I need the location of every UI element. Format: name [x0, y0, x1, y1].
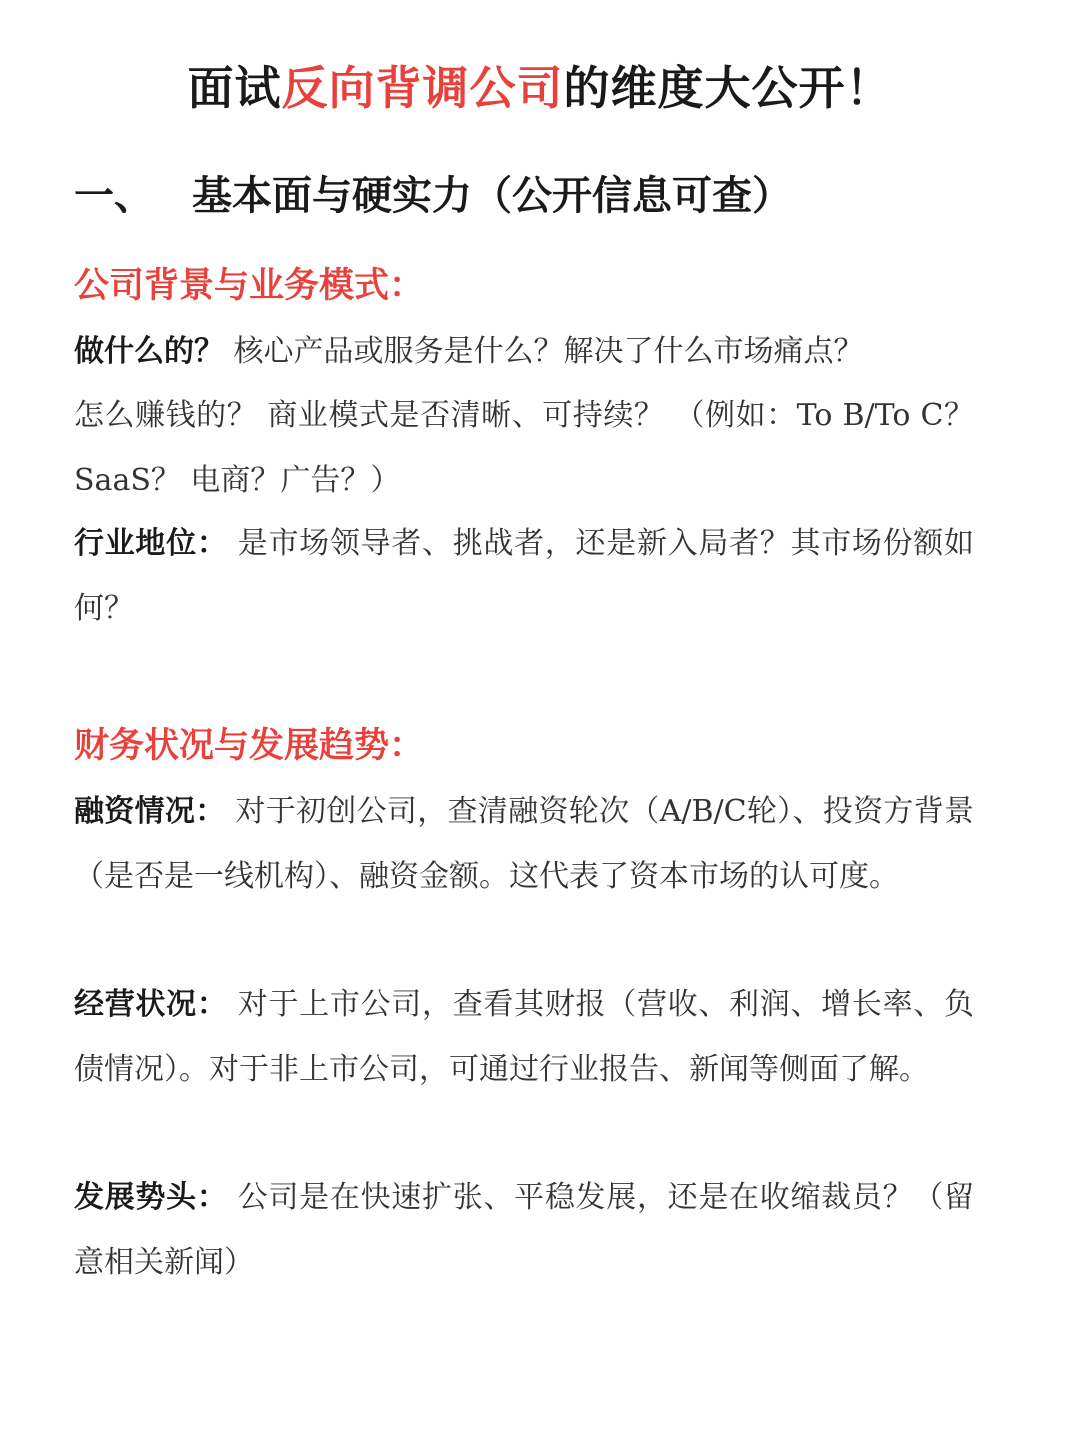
paragraph-operations	[74, 973, 974, 1102]
section-heading-1	[74, 164, 792, 221]
paragraph-financing	[74, 780, 974, 909]
title-suffix: 的维度大公开！	[563, 61, 893, 115]
paragraph-label: 行业地位：	[74, 526, 228, 561]
paragraph-how-they-earn	[74, 384, 974, 513]
section-number: 一、	[74, 172, 154, 219]
paragraph-text: 是市场领导者、挑战者，还是新入局者？其市场份额如何？	[74, 526, 974, 626]
page-title	[0, 52, 1080, 118]
paragraph-industry-position	[74, 512, 974, 641]
paragraph-text: 怎么赚钱的？ 商业模式是否清晰、可持续？ （例如：To B/To C？ SaaS？ 电商？广告？）	[74, 398, 974, 498]
subheading-financial-status: 财务状况与发展趋势：	[74, 725, 425, 766]
paragraph-text: 核心产品或服务是什么？解决了什么市场痛点？	[224, 334, 864, 369]
paragraph-label: 做什么的？	[74, 334, 224, 369]
paragraph-text: 公司是在快速扩张、平稳发展，还是在收缩裁员？（留意相关新闻）	[74, 1180, 974, 1280]
paragraph-momentum	[74, 1166, 974, 1295]
paragraph-label: 经营状况：	[74, 987, 228, 1022]
paragraph-text: 对于上市公司，查看其财报（营收、利润、增长率、负债情况）。对于非上市公司，可通过行业报告、新闻等侧面了解。	[74, 987, 974, 1087]
section-title: 基本面与硬实力（公开信息可查）	[192, 172, 792, 219]
paragraph-label: 融资情况：	[74, 794, 226, 829]
paragraph-label: 发展势头：	[74, 1180, 228, 1215]
paragraph-text: 对于初创公司，查清融资轮次（A/B/C轮）、投资方背景（是否是一线机构）、融资金额。这代表了资本市场的认可度。	[74, 794, 975, 894]
title-highlight: 反向背调公司	[281, 61, 564, 115]
paragraph-what-they-do	[74, 320, 974, 385]
subheading-company-background: 公司背景与业务模式：	[74, 265, 425, 306]
title-prefix: 面试	[187, 61, 282, 115]
